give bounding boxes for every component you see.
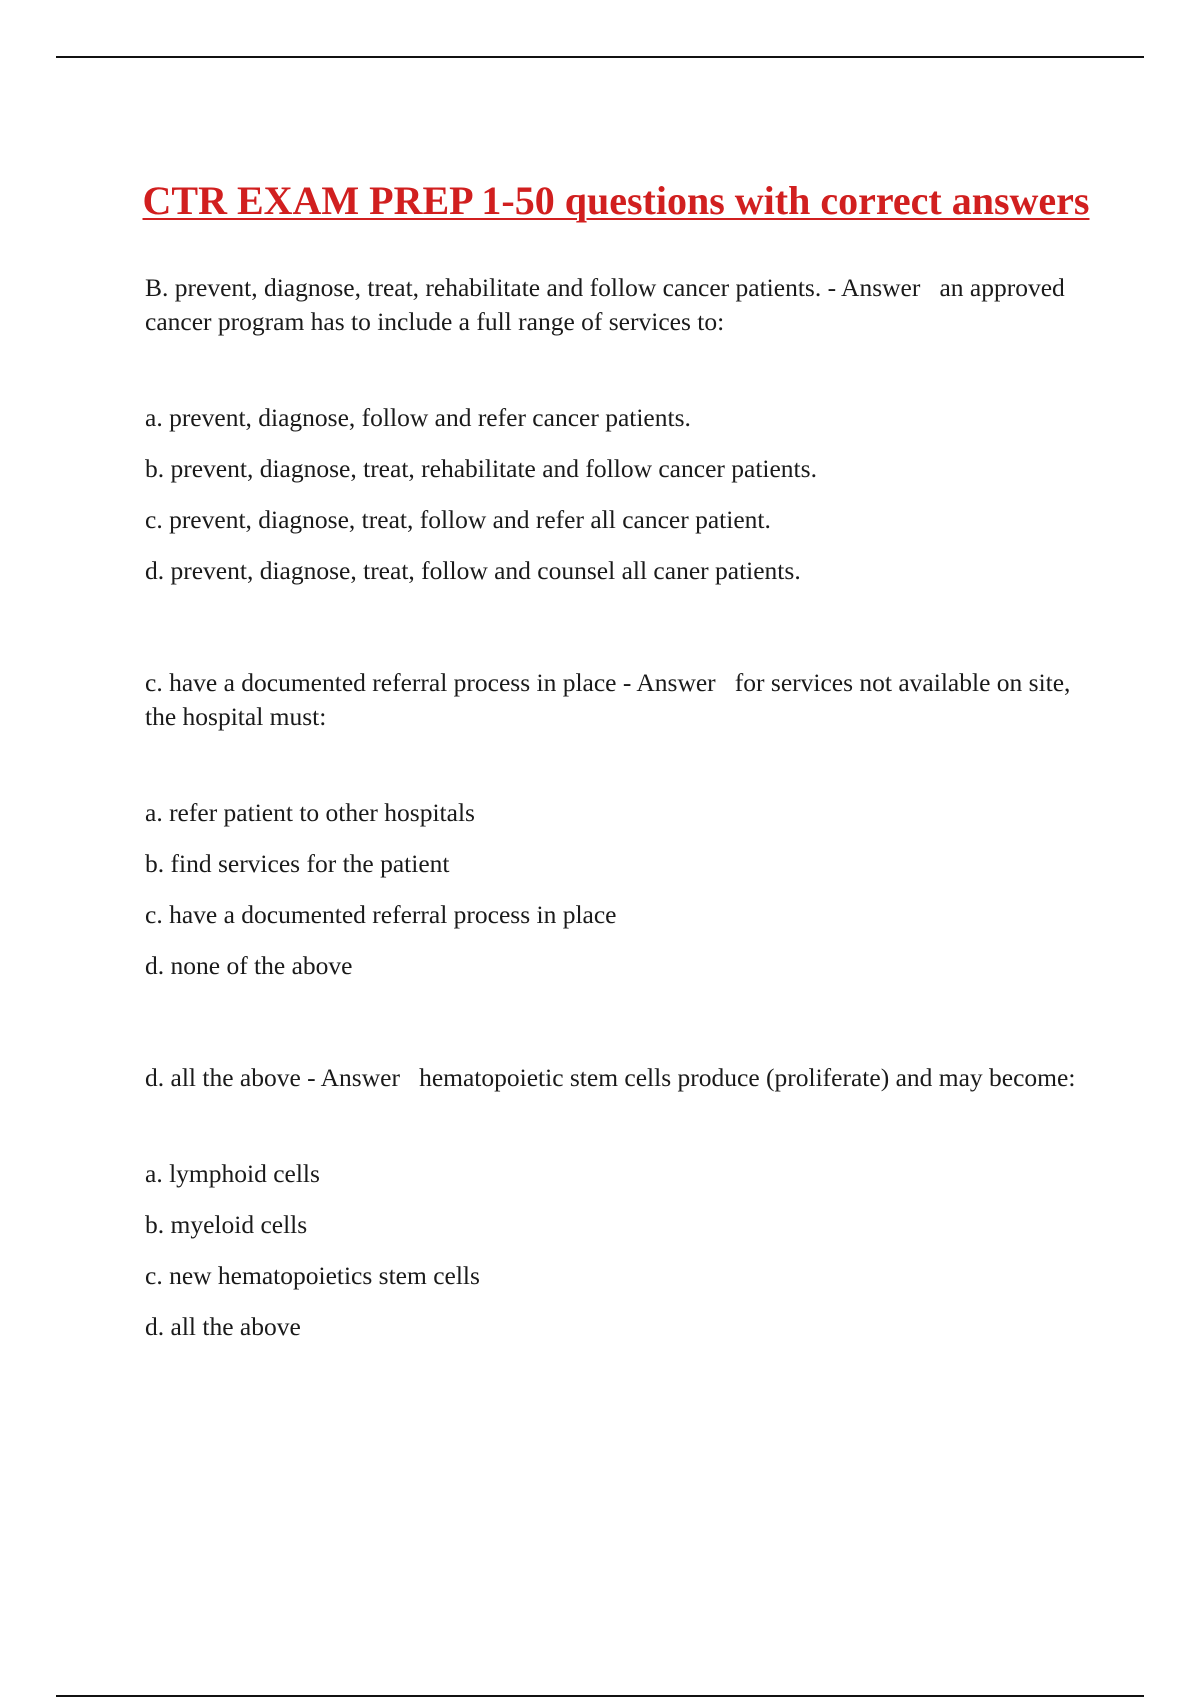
option-item: a. refer patient to other hospitals	[145, 798, 475, 827]
answer-text: B. prevent, diagnose, treat, rehabilitate and follow cancer patients.	[145, 273, 822, 302]
answer-separator: - Answer	[300, 1063, 420, 1092]
document-body	[145, 271, 1100, 1344]
option-item: c. prevent, diagnose, treat, follow and refer all cancer patient.	[145, 505, 771, 534]
question-text: an approved cancer program has to include a full range of services to:	[145, 273, 1065, 336]
option-item: a. prevent, diagnose, follow and refer cancer patients.	[145, 403, 691, 432]
question-answer-line	[145, 1061, 1100, 1095]
bottom-rule	[56, 1695, 1144, 1697]
question-text: for services not available on site, the hospital must:	[145, 668, 1071, 731]
question-block	[145, 1061, 1100, 1344]
page-title: CTR EXAM PREP 1-50 questions with correct answers	[142, 177, 1090, 223]
option-item: c. new hematopoietics stem cells	[145, 1261, 480, 1290]
answer-separator: - Answer	[616, 668, 735, 697]
option-item: c. have a documented referral process in place	[145, 900, 617, 929]
option-list	[145, 796, 1100, 983]
option-item: b. find services for the patient	[145, 849, 450, 878]
question-text: hematopoietic stem cells produce (proliferate) and may become:	[419, 1063, 1076, 1092]
option-item: b. myeloid cells	[145, 1210, 308, 1239]
question-block	[145, 271, 1100, 588]
option-item: d. prevent, diagnose, treat, follow and counsel all caner patients.	[145, 556, 801, 585]
option-item: d. all the above	[145, 1312, 301, 1341]
option-list	[145, 1157, 1100, 1344]
answer-separator: - Answer	[821, 273, 940, 302]
option-list	[145, 401, 1100, 588]
question-block	[145, 666, 1100, 983]
question-answer-line	[145, 271, 1100, 339]
answer-text: c. have a documented referral process in place	[145, 668, 617, 697]
answer-text: d. all the above	[145, 1063, 301, 1092]
option-item: d. none of the above	[145, 951, 353, 980]
question-answer-line	[145, 666, 1100, 734]
top-rule	[56, 56, 1144, 58]
option-item: a. lymphoid cells	[145, 1159, 320, 1188]
option-item: b. prevent, diagnose, treat, rehabilitate and follow cancer patients.	[145, 454, 817, 483]
